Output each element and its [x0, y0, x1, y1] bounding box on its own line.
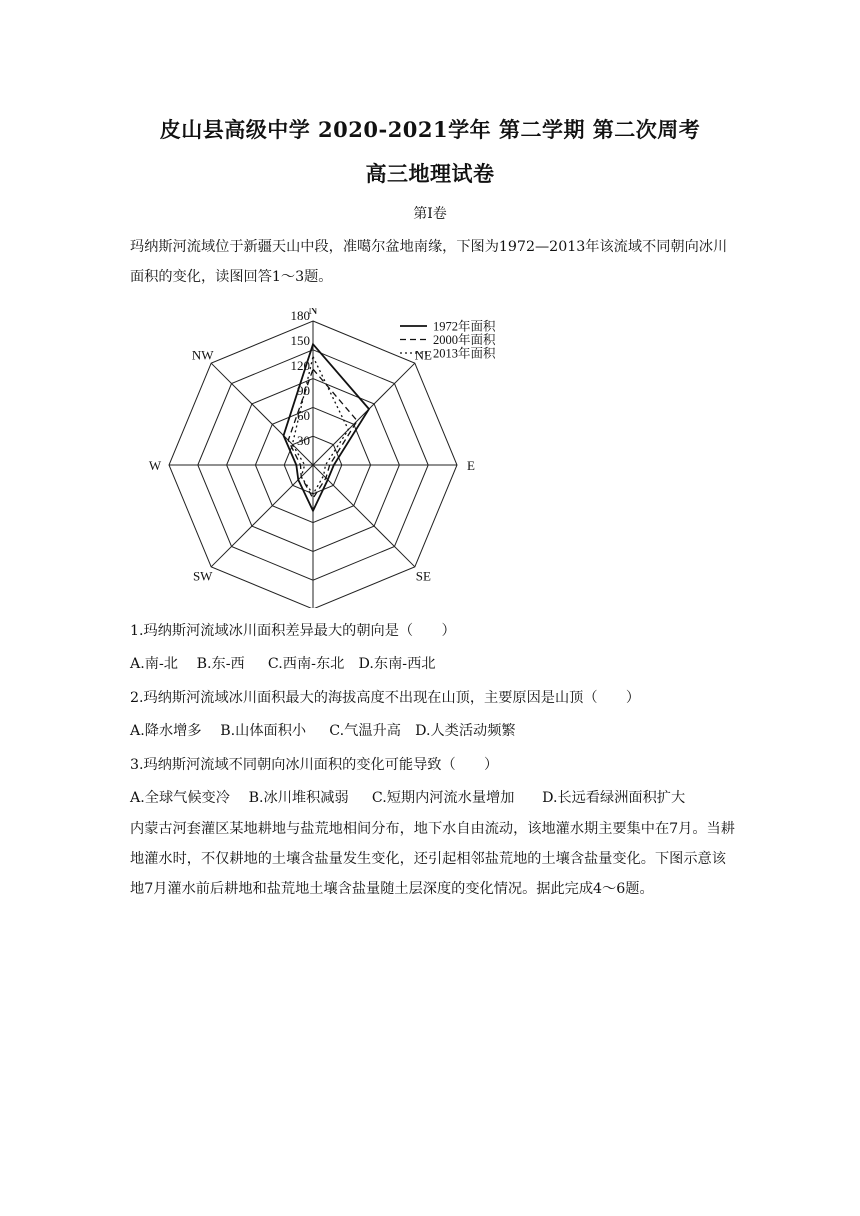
- radial-tick-label: 60: [297, 408, 310, 423]
- section-label: 第Ⅰ卷: [413, 206, 447, 222]
- radar-grid: [169, 321, 457, 608]
- direction-label: NW: [191, 347, 214, 363]
- exam-subject-title: 高三地理试卷: [365, 161, 495, 186]
- direction-label: NE: [414, 347, 432, 363]
- legend-label: 2013年面积: [433, 346, 496, 361]
- direction-label: SE: [415, 568, 431, 584]
- question-2-stem: 2.玛纳斯河流域冰川面积最大的海拔高度不出现在山顶，主要原因是山顶（ ）: [130, 690, 641, 706]
- intro-paragraph-1: 玛纳斯河流域位于新疆天山中段，准噶尔盆地南缘，下图为1972—2013年该流域不同朝向冰川面积的变化，读图回答1～3题。: [130, 239, 728, 285]
- radar-svg: [130, 308, 520, 608]
- direction-label: N: [308, 308, 318, 317]
- direction-label: SW: [192, 568, 213, 584]
- radial-tick-label: 120: [290, 358, 310, 373]
- legend-label: 2000年面积: [433, 333, 496, 347]
- direction-label: E: [467, 458, 475, 473]
- question-3-stem: 3.玛纳斯河流域不同朝向冰川面积的变化可能导致（ ）: [130, 757, 499, 773]
- legend-label: 1972年面积: [433, 319, 496, 334]
- radial-tick-label: 150: [290, 333, 310, 348]
- question-1-options: A.南-北 B.东-西 C.西南-东北 D.东南-西北: [130, 656, 436, 672]
- glacier-radar-chart: [130, 308, 520, 608]
- radial-tick-label: 30: [297, 433, 310, 448]
- exam-title: 皮山县高级中学 2020-2021学年 第二学期 第二次周考: [159, 117, 701, 142]
- radial-tick-label: 180: [290, 308, 310, 323]
- intro-paragraph-2: 内蒙古河套灌区某地耕地与盐荒地相间分布，地下水自由流动，该地灌水期主要集中在7月。当耕地灌水时，不仅耕地的土壤含盐量发生变化，还引起相邻盐荒地的土壤含盐量变化。下图示意该地7月灌水前后耕地和盐荒地土壤含盐量随土层深度的变化情况。据此完成4～6题。: [130, 821, 735, 897]
- question-2-options: A.降水增多 B.山体面积小 C.气温升高 D.人类活动频繁: [130, 723, 516, 739]
- question-1-stem: 1.玛纳斯河流域冰川面积差异最大的朝向是（ ）: [130, 623, 456, 639]
- radial-tick-label: 90: [297, 383, 310, 398]
- direction-label: W: [148, 458, 162, 473]
- question-3-options: A.全球气候变冷 B.冰川堆积减弱 C.短期内河流水量增加 D.长远看绿洲面积扩大: [130, 790, 686, 806]
